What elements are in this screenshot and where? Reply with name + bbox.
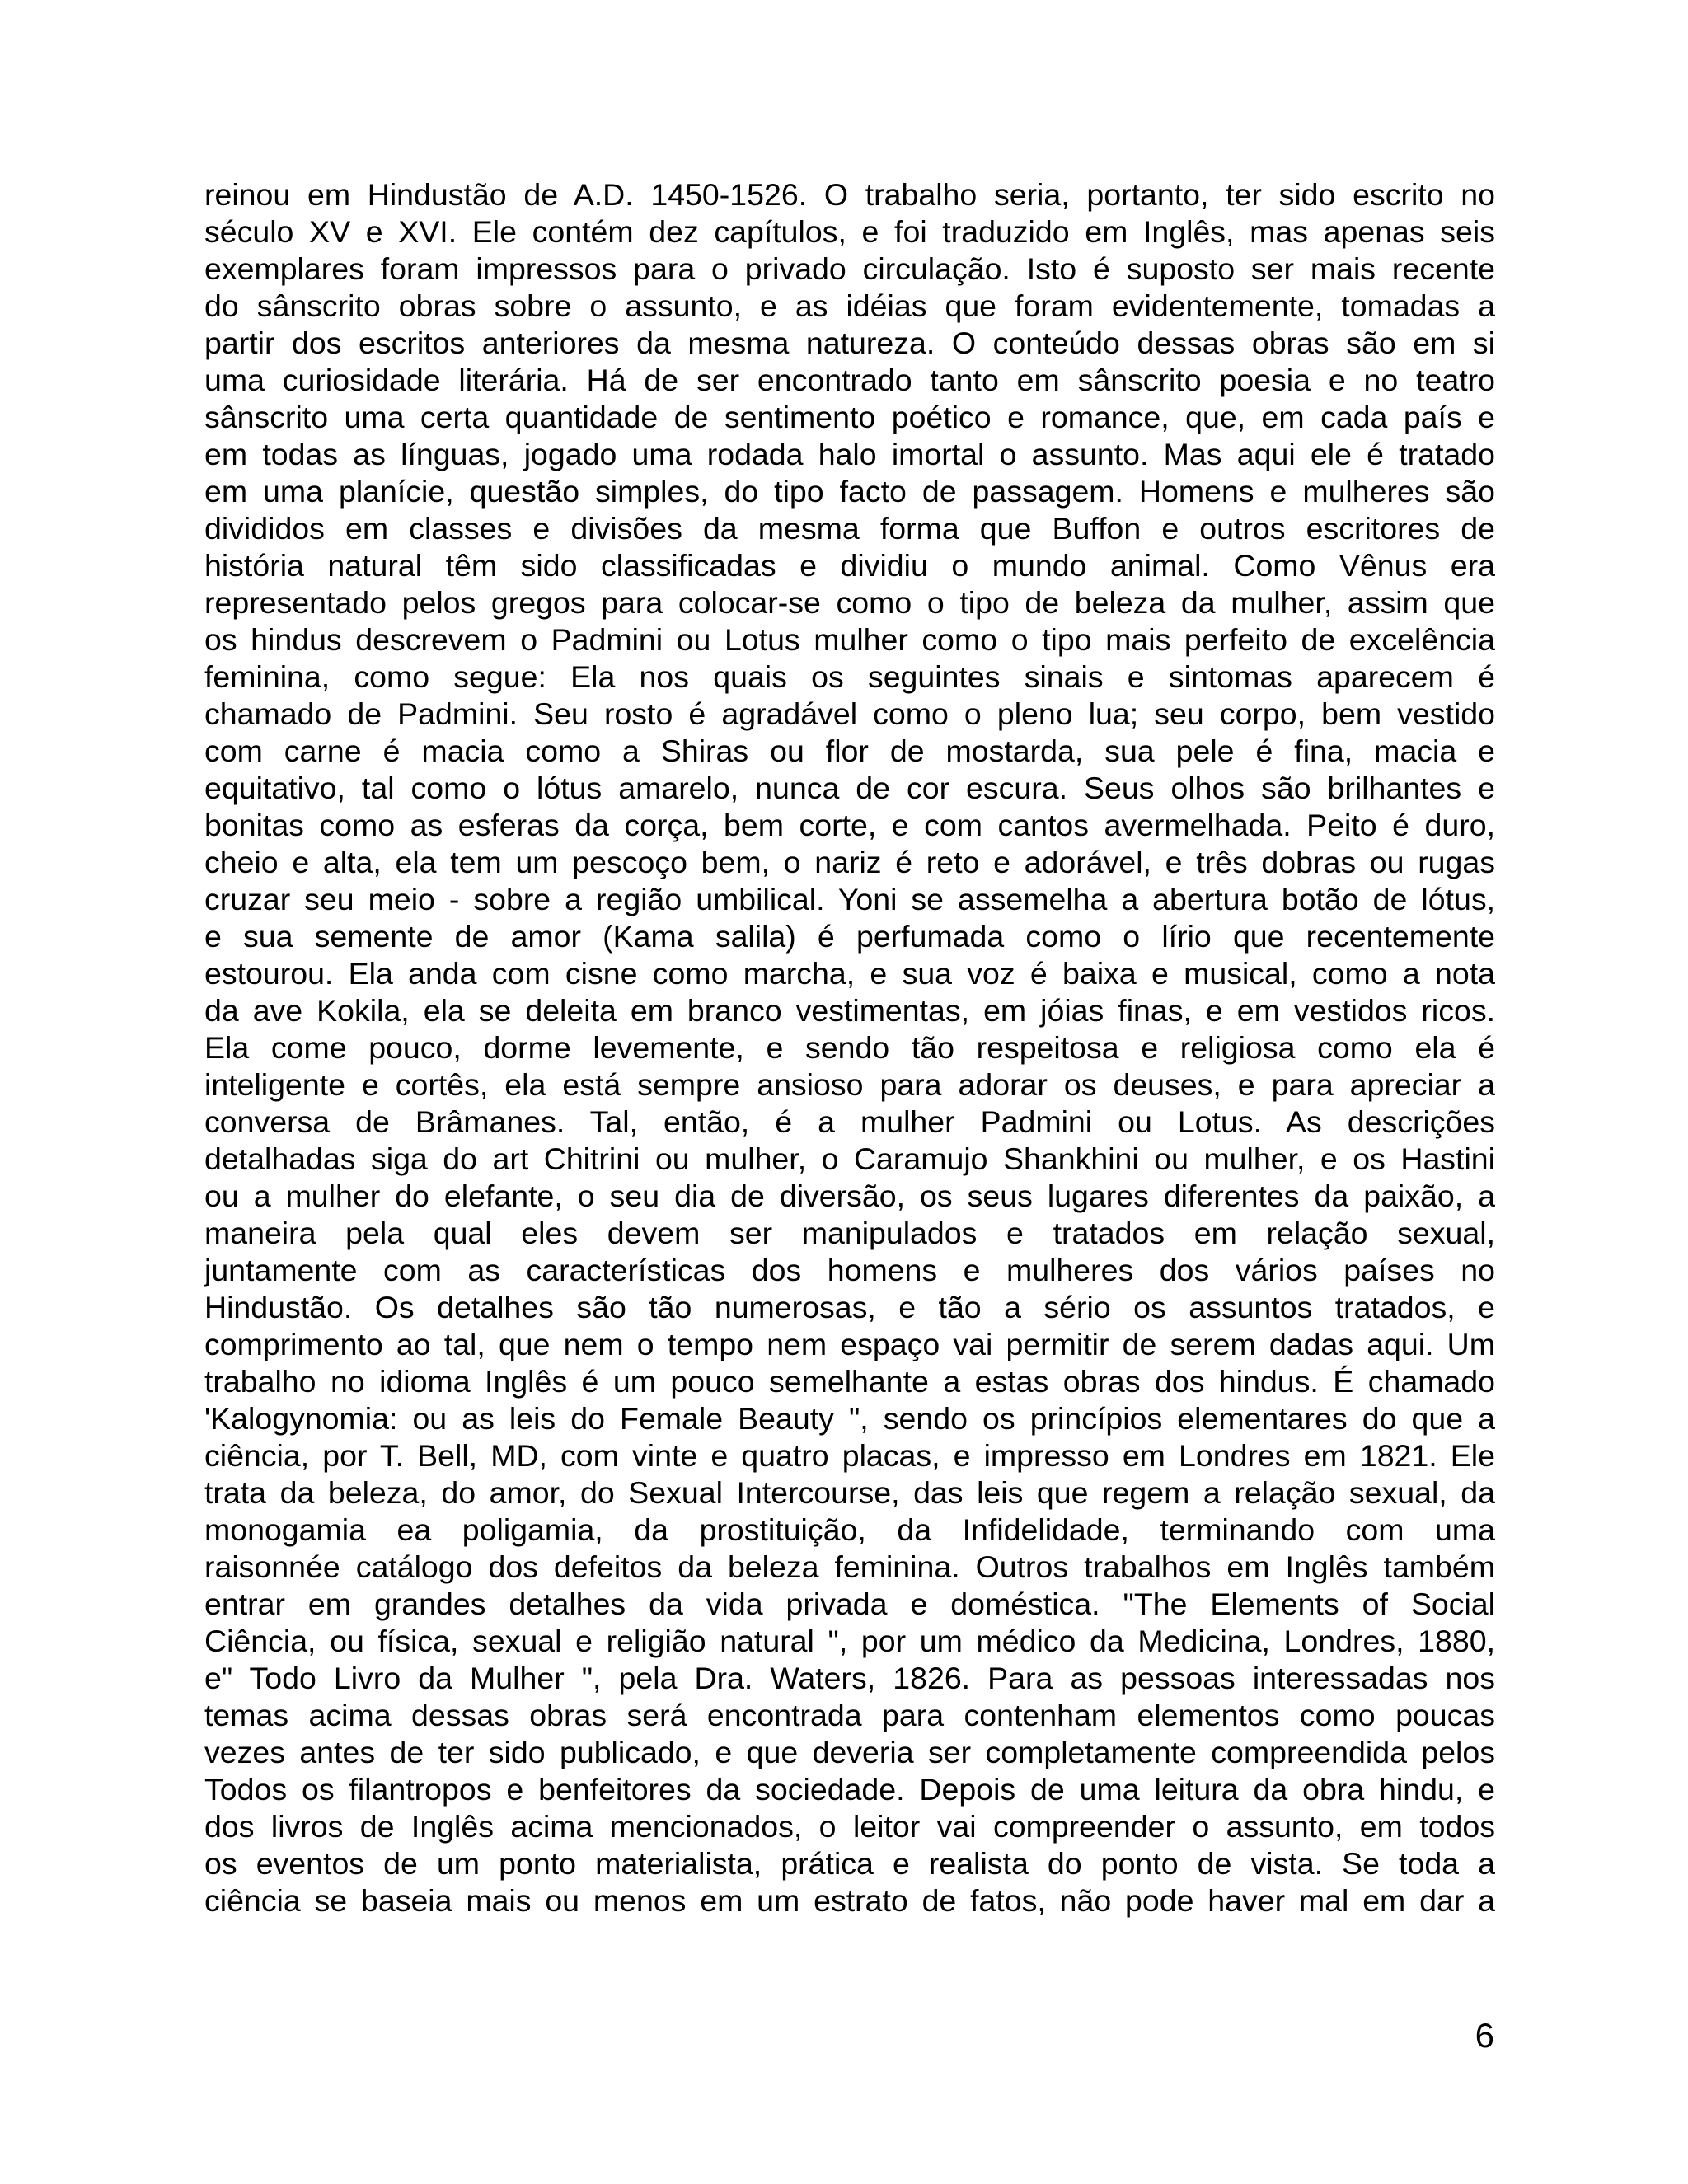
text-line: chamado de Padmini. Seu rosto é agradável como o pleno lua; seu corpo, bem vestido [204,696,1495,731]
text-line: Hindustão. Os detalhes são tão numerosas, e tão a sério os assuntos tratados, e [204,1290,1495,1324]
text-line: representado pelos gregos para colocar-se como o tipo de beleza da mulher, assim que [204,585,1495,620]
text-line: reinou em Hindustão de A.D. 1450-1526. O trabalho seria, portanto, ter sido escrito no [204,177,1495,212]
text-line: história natural têm sido classificadas e dividiu o mundo animal. Como Vênus era [204,548,1495,583]
text-line: inteligente e cortês, ela está sempre ansioso para adorar os deuses, e para apreciar a [204,1067,1495,1102]
text-line: juntamente com as características dos homens e mulheres dos vários países no [204,1253,1495,1287]
text-line: detalhadas siga do art Chitrini ou mulher, o Caramujo Shankhini ou mulher, e os Hastini [204,1141,1495,1176]
text-line: uma curiosidade literária. Há de ser encontrado tanto em sânscrito poesia e no teatro [204,363,1495,397]
text-line: exemplares foram impressos para o privado circulação. Isto é suposto ser mais recente [204,251,1495,286]
text-line: século XV e XVI. Ele contém dez capítulos, e foi traduzido em Inglês, mas apenas seis [204,214,1495,249]
text-line: vezes antes de ter sido publicado, e que deveria ser completamente compreendida pelos [204,1735,1495,1769]
text-line: partir dos escritos anteriores da mesma natureza. O conteúdo dessas obras são em si [204,326,1495,360]
text-line: e" Todo Livro da Mulher ", pela Dra. Waters, 1826. Para as pessoas interessadas nos [204,1661,1495,1695]
text-line: conversa de Brâmanes. Tal, então, é a mulher Padmini ou Lotus. As descrições [204,1104,1495,1139]
text-line: ciência, por T. Bell, MD, com vinte e quatro placas, e impresso em Londres em 1821. Ele [204,1438,1495,1473]
text-line: 'Kalogynomia: ou as leis do Female Beauty ", sendo os princípios elementares do que a [204,1401,1495,1436]
text-line: temas acima dessas obras será encontrada para contenham elementos como poucas [204,1698,1495,1732]
text-line: e sua semente de amor (Kama salila) é perfumada como o lírio que recentemente [204,919,1495,954]
text-line: da ave Kokila, ela se deleita em branco vestimentas, em jóias finas, e em vestidos ricos. [204,993,1495,1028]
text-line: estourou. Ela anda com cisne como marcha, e sua voz é baixa e musical, como a nota [204,956,1495,991]
text-line: equitativo, tal como o lótus amarelo, nunca de cor escura. Seus olhos são brilhantes e [204,771,1495,805]
text-line: com carne é macia como a Shiras ou flor de mostarda, sua pele é fina, macia e [204,733,1495,768]
text-line: sânscrito uma certa quantidade de sentimento poético e romance, que, em cada país e [204,400,1495,434]
text-line: bonitas como as esferas da corça, bem corte, e com cantos avermelhada. Peito é duro, [204,808,1495,842]
text-line: divididos em classes e divisões da mesma forma que Buffon e outros escritores de [204,511,1495,546]
text-line: Todos os filantropos e benfeitores da sociedade. Depois de uma leitura da obra hindu, e [204,1772,1495,1807]
text-line: os eventos de um ponto materialista, prática e realista do ponto de vista. Se toda a [204,1846,1495,1881]
text-line: ciência se baseia mais ou menos em um estrato de fatos, não pode haver mal em dar a [204,1883,1495,1918]
text-line: raisonnée catálogo dos defeitos da beleza feminina. Outros trabalhos em Inglês também [204,1549,1495,1584]
text-line: maneira pela qual eles devem ser manipulados e tratados em relação sexual, [204,1216,1495,1250]
text-line: feminina, como segue: Ela nos quais os seguintes sinais e sintomas aparecem é [204,659,1495,694]
text-line: comprimento ao tal, que nem o tempo nem espaço vai permitir de serem dadas aqui. Um [204,1327,1495,1361]
text-line: trabalho no idioma Inglês é um pouco semelhante a estas obras dos hindus. É chamado [204,1364,1495,1399]
text-line: cruzar seu meio - sobre a região umbilical. Yoni se assemelha a abertura botão de lótus, [204,882,1495,916]
text-line: do sânscrito obras sobre o assunto, e as idéias que foram evidentemente, tomadas a [204,288,1495,323]
text-line: cheio e alta, ela tem um pescoço bem, o nariz é reto e adorável, e três dobras ou rugas [204,845,1495,879]
text-line: Ciência, ou física, sexual e religião natural ", por um médico da Medicina, Londres, 1880, [204,1624,1495,1658]
text-line: trata da beleza, do amor, do Sexual Intercourse, das leis que regem a relação sexual, da [204,1475,1495,1510]
body-text [204,176,1495,1919]
text-line: entrar em grandes detalhes da vida privada e doméstica. "The Elements of Social [204,1586,1495,1621]
page-number: 6 [1475,2016,1494,2055]
text-line: em uma planície, questão simples, do tipo facto de passagem. Homens e mulheres são [204,474,1495,509]
text-line: os hindus descrevem o Padmini ou Lotus mulher como o tipo mais perfeito de excelência [204,622,1495,657]
text-line: monogamia ea poligamia, da prostituição, da Infidelidade, terminando com uma [204,1512,1495,1547]
text-line: dos livros de Inglês acima mencionados, o leitor vai compreender o assunto, em todos [204,1809,1495,1844]
text-line: em todas as línguas, jogado uma rodada halo imortal o assunto. Mas aqui ele é tratado [204,437,1495,471]
text-line: ou a mulher do elefante, o seu dia de diversão, os seus lugares diferentes da paixão, a [204,1179,1495,1213]
text-line: Ela come pouco, dorme levemente, e sendo tão respeitosa e religiosa como ela é [204,1030,1495,1065]
